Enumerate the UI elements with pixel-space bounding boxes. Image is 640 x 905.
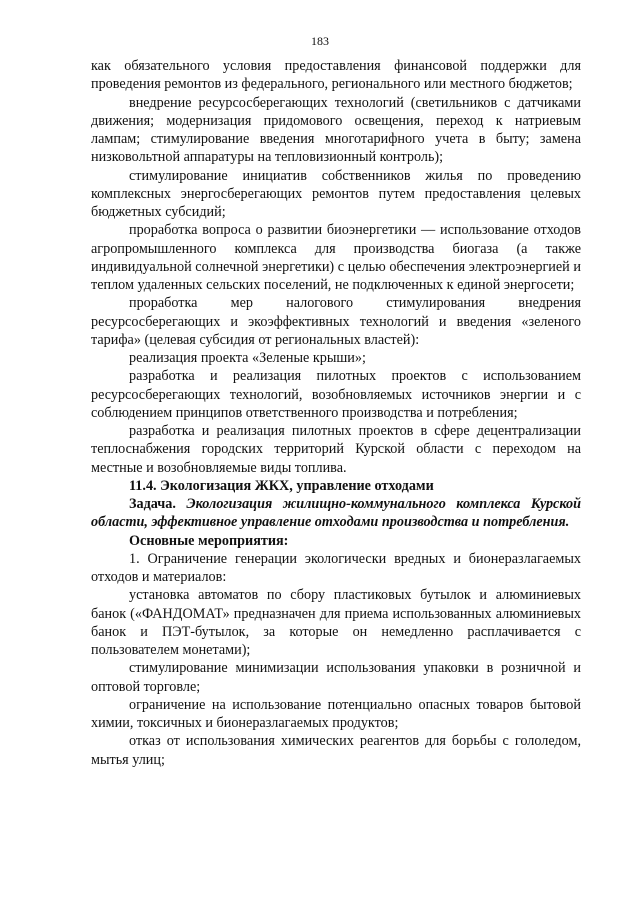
- document-body: [91, 57, 581, 769]
- measures-heading: Основные мероприятия:: [129, 532, 289, 549]
- paragraph: разработка и реализация пилотных проектов в сфере децентрализации теплоснабжения городских территорий Курской области с переходом на местные и возобновляемые виды топлива.: [91, 423, 581, 476]
- paragraph: проработка мер налогового стимулирования внедрения ресурсосберегающих и экоэффективных технологий и введения «зеленого тарифа» (целевая субсидия от региональных властей):: [91, 295, 581, 348]
- section-heading: 11.4. Экологизация ЖКХ, управление отходами: [129, 477, 434, 494]
- list-item: ограничение на использование потенциально опасных товаров бытовой химии, токсичных и бионеразлагаемых продуктов;: [91, 696, 581, 731]
- task-label: Задача.: [129, 496, 176, 512]
- list-item: установка автоматов по сбору пластиковых бутылок и алюминиевых банок («ФАНДОМАТ» предназначен для приема использованных алюминиевых банок и ПЭТ-бутылок, за которые он немедленно расплачивается с пользователем монетами);: [91, 587, 581, 658]
- paragraph: проработка вопроса о развитии биоэнергетики — использование отходов агропромышленного комплекса для производства биогаза (а также индивидуальной солнечной энергетики) с целью обеспечения электроэнергией и теплом удаленных сельских поселений, не подключенных к единой энергосети;: [91, 222, 581, 293]
- paragraph: как обязательного условия предоставления финансовой поддержки для проведения ремонтов из федерального, регионального или местного бюджетов;: [91, 58, 581, 93]
- paragraph: внедрение ресурсосберегающих технологий (светильников с датчиками движения; модернизация придомового освещения, переход к натриевым лампам; стимулирование введения многотарифного учета в быту; замена низковольтной аппаратуры на тепловизионный контроль);: [91, 94, 581, 166]
- task-paragraph: [91, 495, 581, 532]
- list-item: 1. Ограничение генерации экологически вредных и бионеразлагаемых отходов и материалов:: [91, 550, 581, 585]
- paragraph: стимулирование инициатив собственников жилья по проведению комплексных энергосберегающих ремонтов путем предоставления целевых бюджетных субсидий;: [91, 167, 581, 220]
- task-text: Экологизация жилищно-коммунального комплекса Курской области, эффективное управление отходами производства и потребления.: [91, 496, 581, 531]
- page-number: 183: [311, 34, 329, 48]
- paragraph: реализация проекта «Зеленые крыши»;: [129, 350, 366, 366]
- paragraph: разработка и реализация пилотных проектов с использованием ресурсосберегающих технологий, возобновляемых источников энергии и с соблюдением принципов ответственного производства и потребления;: [91, 368, 581, 421]
- list-item: стимулирование минимизации использования упаковки в розничной и оптовой торговле;: [91, 660, 581, 695]
- list-item: отказ от использования химических реагентов для борьбы с гололедом, мытья улиц;: [91, 733, 581, 768]
